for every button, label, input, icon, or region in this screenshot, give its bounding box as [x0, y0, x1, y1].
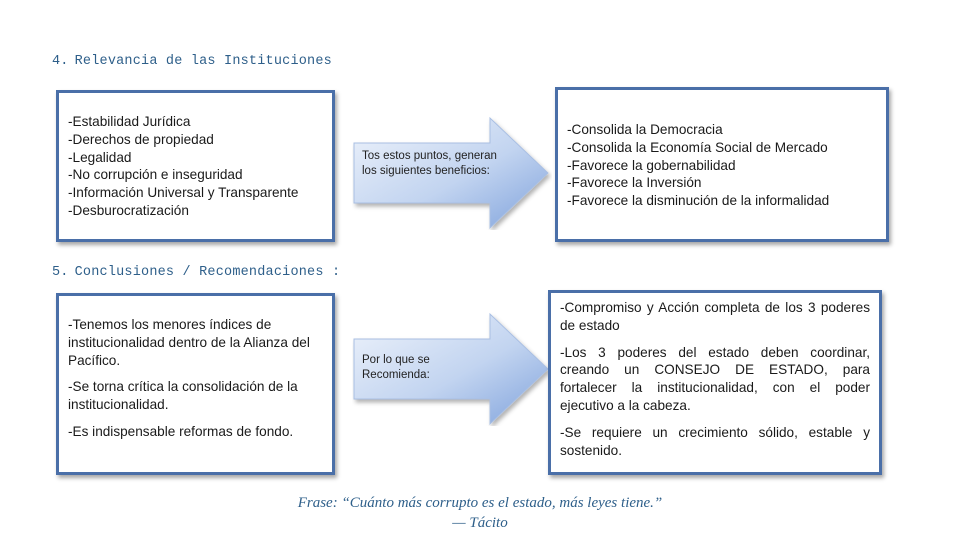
recommendation-paragraph: -Compromiso y Acción completa de los 3 poderes de estado — [560, 300, 870, 333]
quote-author: — Tácito — [452, 515, 508, 531]
arrow-text: Tos estos puntos, generan los siguientes beneficios: — [362, 150, 497, 177]
list-item: -Derechos de propiedad — [68, 131, 214, 147]
section-5-number: 5. — [52, 265, 69, 280]
list-item: -Consolida la Democracia — [567, 122, 723, 137]
list-item: -Favorece la gobernabilidad — [567, 157, 736, 173]
section-4-heading — [52, 54, 332, 69]
list-item: -Desburocratización — [68, 202, 189, 218]
list-item: -Consolida la Economía Social de Mercado — [567, 139, 828, 155]
conclusion-paragraph: -Se torna crítica la consolidación de la institucionalidad. — [68, 379, 298, 413]
section-4-number: 4. — [52, 54, 69, 69]
list-item: -Legalidad — [68, 149, 132, 165]
institutions-factors-box — [56, 90, 335, 242]
recommendations-box — [548, 290, 882, 475]
list-item: -Estabilidad Jurídica — [68, 114, 191, 129]
recommendation-paragraph: -Los 3 poderes del estado deben coordinar, creando un CONSEJO DE ESTADO, para fortalecer la institucionalidad, con el poder ejecutivo a la cabeza. — [560, 344, 870, 413]
section-4-title: Relevancia de las Instituciones — [74, 54, 332, 69]
list-item: -Información Universal y Transparente — [68, 185, 299, 201]
benefits-box — [555, 87, 889, 242]
recommendation-arrow — [352, 312, 552, 426]
conclusion-paragraph: -Tenemos los menores índices de institucionalidad dentro de la Alianza del Pacífico. — [68, 317, 310, 368]
benefits-arrow — [352, 116, 552, 230]
quote-text: Frase: “Cuánto más corrupto es el estado, más leyes tiene.” — [297, 495, 663, 511]
section-5-heading — [52, 265, 340, 280]
list-item: -Favorece la Inversión — [567, 175, 702, 191]
list-item: -No corrupción e inseguridad — [68, 167, 243, 183]
section-5-title: Conclusiones / Recomendaciones : — [74, 265, 341, 280]
arrow-text: Por lo que se Recomienda: — [362, 354, 430, 381]
recommendation-paragraph: -Se requiere un crecimiento sólido, estable y sostenido. — [560, 424, 870, 458]
conclusions-box — [56, 293, 335, 475]
conclusion-paragraph: -Es indispensable reformas de fondo. — [68, 423, 294, 439]
list-item: -Favorece la disminución de la informalidad — [567, 193, 830, 209]
